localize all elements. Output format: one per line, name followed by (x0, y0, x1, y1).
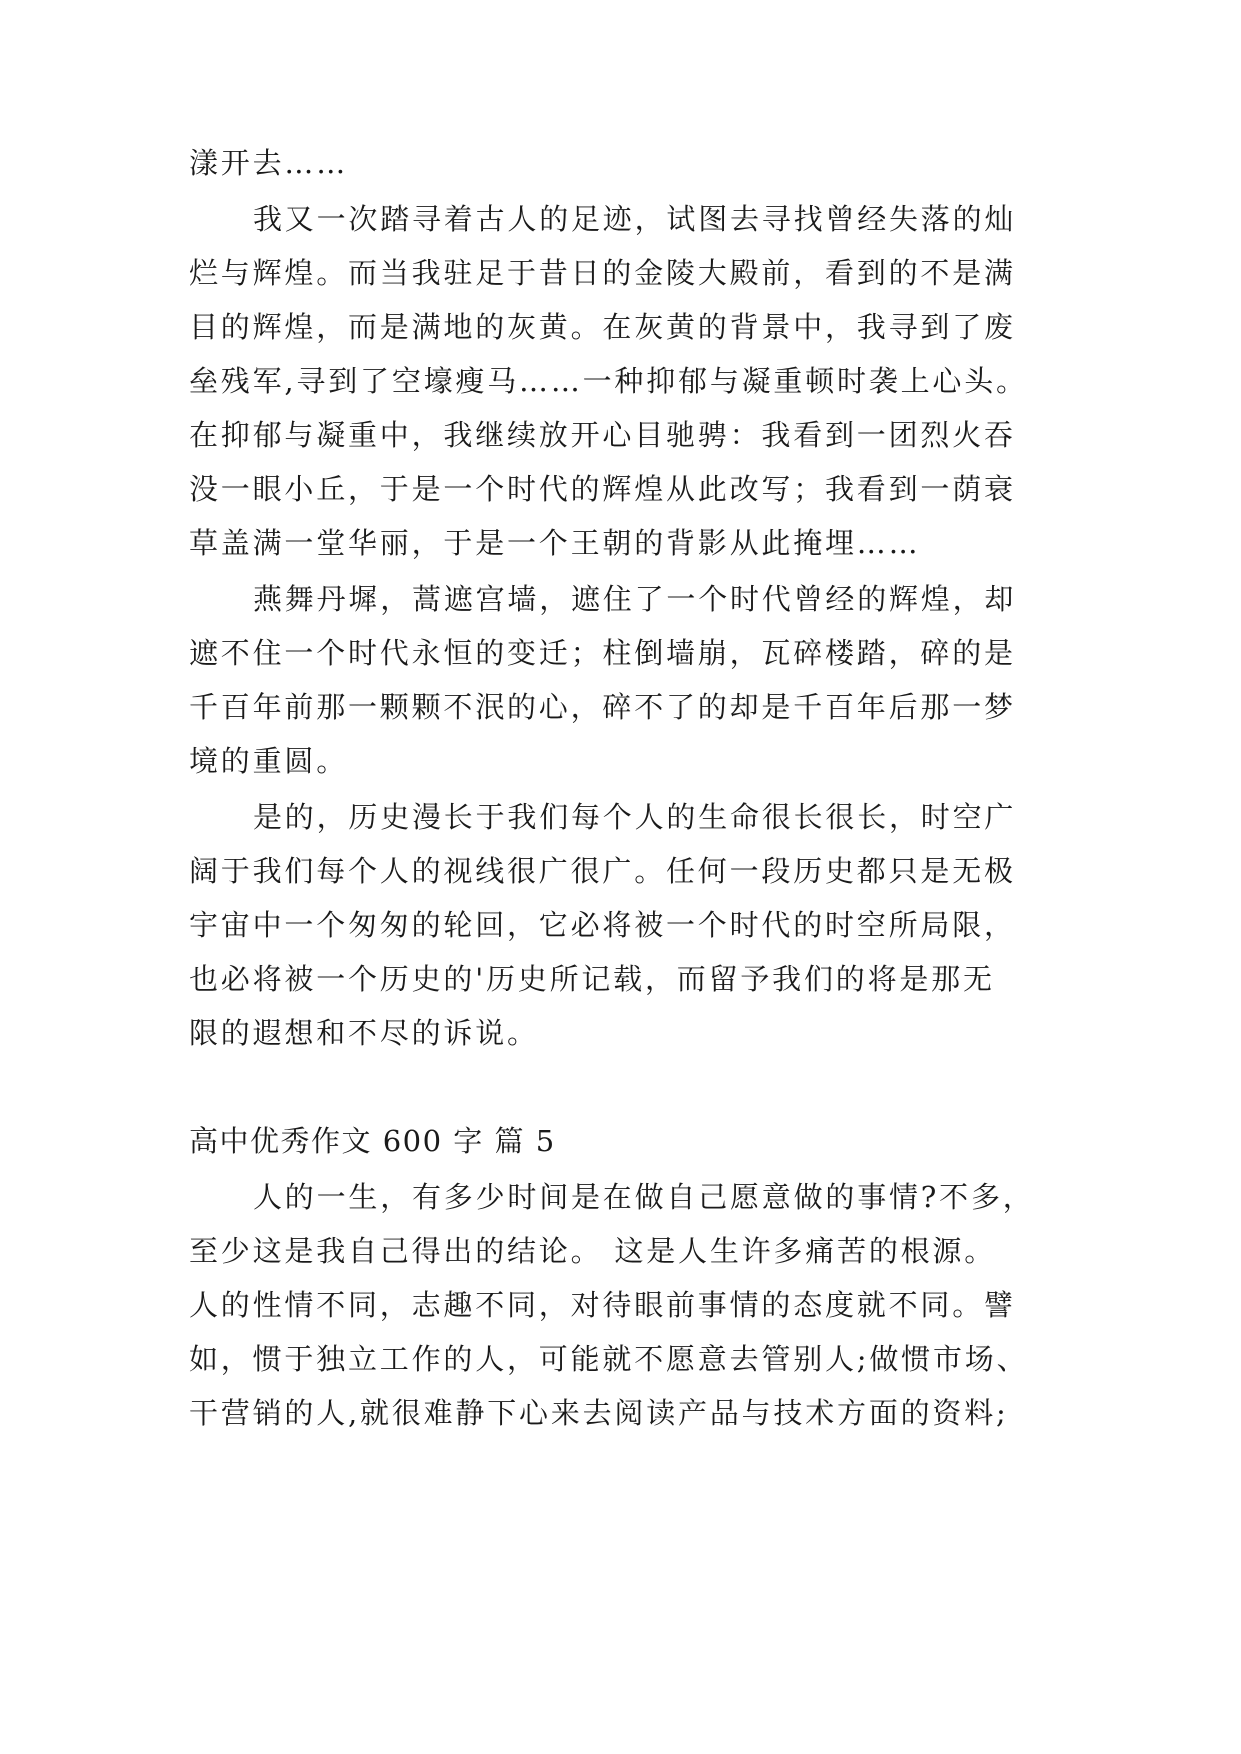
text-line: 千百年前那一颗颗不泯的心，碎不了的却是千百年后那一梦 (189, 690, 1016, 724)
text-line: 也必将被一个历史的'历史所记载，而留予我们的将是那无 (189, 962, 995, 996)
paragraph-start-line: 人的一生，有多少时间是在做自己愿意做的事情?不多， (253, 1180, 1035, 1214)
text-line: 至少这是我自己得出的结论。 这是人生许多痛苦的根源。 (189, 1234, 997, 1268)
paragraph-start-line: 燕舞丹墀，蒿遮宫墙，遮住了一个时代曾经的辉煌，却 (253, 582, 1017, 616)
text-line: 没一眼小丘，于是一个时代的辉煌从此改写；我看到一荫衰 (189, 472, 1016, 506)
text-line: 漾开去…… (189, 146, 349, 180)
text-line: 干营销的人,就很难静下心来去阅读产品与技术方面的资料; (189, 1396, 1009, 1430)
text-line: 人的性情不同，志趣不同，对待眼前事情的态度就不同。譬 (189, 1288, 1016, 1322)
section-heading: 高中优秀作文 600 字 篇 5 (189, 1124, 556, 1158)
text-line: 垒残军,寻到了空壕瘦马……一种抑郁与凝重顿时袭上心头。 (189, 364, 1028, 398)
text-line: 目的辉煌，而是满地的灰黄。在灰黄的背景中，我寻到了废 (189, 310, 1016, 344)
text-line: 如，惯于独立工作的人，可能就不愿意去管别人;做惯市场、 (189, 1342, 1029, 1376)
text-line: 烂与辉煌。而当我驻足于昔日的金陵大殿前，看到的不是满 (189, 256, 1016, 290)
text-line: 阔于我们每个人的视线很广很广。任何一段历史都只是无极 (189, 854, 1016, 888)
text-line: 境的重圆。 (189, 744, 349, 778)
paragraph-start-line: 我又一次踏寻着古人的足迹，试图去寻找曾经失落的灿 (253, 202, 1017, 236)
text-line: 遮不住一个时代永恒的变迁；柱倒墙崩，瓦碎楼踏，碎的是 (189, 636, 1016, 670)
text-line: 宇宙中一个匆匆的轮回，它必将被一个时代的时空所局限， (189, 908, 1016, 942)
text-line: 限的遐想和不尽的诉说。 (189, 1016, 539, 1050)
text-line: 在抑郁与凝重中，我继续放开心目驰骋：我看到一团烈火吞 (189, 418, 1016, 452)
paragraph-start-line: 是的，历史漫长于我们每个人的生命很长很长，时空广 (253, 800, 1017, 834)
text-line: 草盖满一堂华丽，于是一个王朝的背影从此掩埋…… (189, 526, 921, 560)
